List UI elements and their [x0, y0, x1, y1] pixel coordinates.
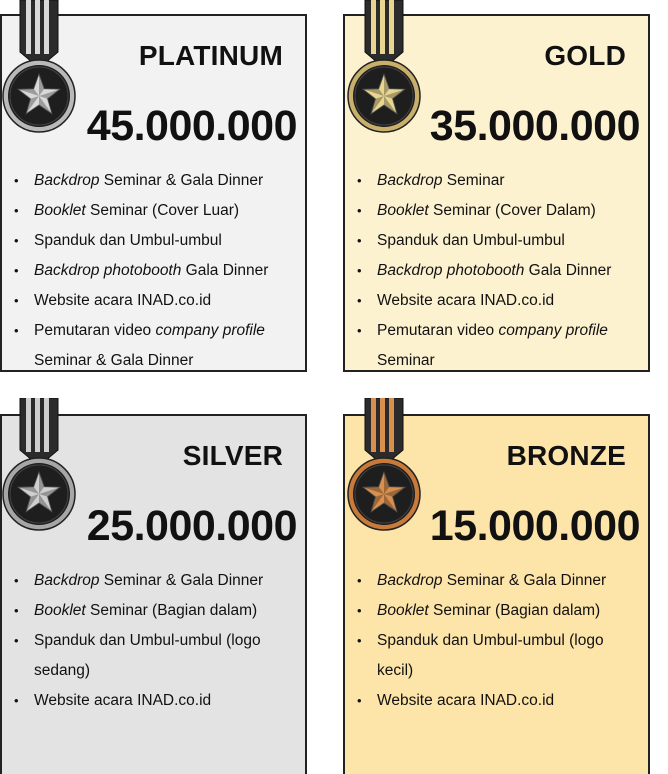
benefit-item	[355, 596, 642, 626]
benefit-item	[355, 566, 642, 596]
benefit-emphasis: company profile	[498, 322, 608, 339]
package-price: 45.000.000	[86, 102, 297, 150]
benefit-item	[12, 316, 299, 376]
benefit-text: Seminar & Gala Dinner	[99, 172, 264, 189]
benefit-text: Seminar (Cover Dalam)	[428, 202, 596, 219]
platinum-medal-icon	[0, 0, 78, 140]
benefit-list	[355, 166, 642, 376]
benefit-emphasis: Backdrop	[34, 172, 100, 189]
package-price: 35.000.000	[429, 102, 640, 150]
tier-title: PLATINUM	[138, 40, 283, 71]
benefit-emphasis: Booklet	[377, 202, 429, 219]
tier-title: SILVER	[182, 440, 283, 471]
benefit-text: Website acara INAD.co.id	[377, 692, 555, 709]
benefit-item	[355, 286, 642, 316]
benefit-text: Spanduk dan Umbul-umbul (logo sedang)	[34, 632, 261, 679]
benefit-emphasis: Backdrop	[377, 572, 443, 589]
benefit-item	[355, 196, 642, 226]
benefit-item	[355, 256, 642, 286]
benefit-text: Seminar & Gala Dinner	[442, 572, 607, 589]
benefit-item	[355, 166, 642, 196]
benefit-item	[12, 226, 299, 256]
benefit-text: Seminar (Cover Luar)	[85, 202, 240, 219]
benefit-text: Seminar (Bagian dalam)	[428, 602, 601, 619]
benefit-text: Spanduk dan Umbul-umbul (logo kecil)	[377, 632, 604, 679]
benefit-text: Website acara INAD.co.id	[34, 692, 212, 709]
benefit-emphasis: Backdrop photobooth	[377, 262, 525, 279]
benefit-emphasis: Backdrop	[377, 172, 443, 189]
benefit-text: Seminar & Gala Dinner	[99, 572, 264, 589]
benefit-text: Seminar (Bagian dalam)	[85, 602, 258, 619]
benefit-text: Seminar	[377, 352, 435, 369]
benefit-text: Pemutaran video	[34, 322, 156, 339]
silver-medal-icon	[0, 398, 78, 538]
benefit-item	[12, 166, 299, 196]
tier-title: BRONZE	[506, 440, 626, 471]
benefit-item	[12, 286, 299, 316]
benefit-item	[355, 226, 642, 256]
benefit-emphasis: Booklet	[34, 602, 86, 619]
benefit-list	[12, 166, 299, 376]
benefit-emphasis: Backdrop photobooth	[34, 262, 182, 279]
benefit-list	[12, 566, 299, 716]
benefit-item	[12, 626, 299, 686]
benefit-text: Gala Dinner	[524, 262, 612, 279]
benefit-item	[12, 596, 299, 626]
benefit-emphasis: Booklet	[34, 202, 86, 219]
benefit-emphasis: company profile	[155, 322, 265, 339]
benefit-text: Seminar & Gala Dinner	[34, 352, 194, 369]
package-price: 25.000.000	[86, 502, 297, 550]
benefit-item	[12, 196, 299, 226]
tier-title: GOLD	[544, 40, 626, 71]
benefit-list	[355, 566, 642, 716]
benefit-text: Website acara INAD.co.id	[377, 292, 555, 309]
benefit-item	[12, 566, 299, 596]
bronze-medal-icon	[345, 398, 423, 538]
benefit-text: Gala Dinner	[181, 262, 269, 279]
gold-medal-icon	[345, 0, 423, 140]
benefit-text: Pemutaran video	[377, 322, 499, 339]
benefit-item	[355, 626, 642, 686]
benefit-text: Spanduk dan Umbul-umbul	[34, 232, 222, 249]
package-price: 15.000.000	[429, 502, 640, 550]
benefit-emphasis: Booklet	[377, 602, 429, 619]
benefit-item	[12, 686, 299, 716]
benefit-text: Spanduk dan Umbul-umbul	[377, 232, 565, 249]
benefit-item	[355, 316, 642, 376]
benefit-item	[12, 256, 299, 286]
benefit-text: Website acara INAD.co.id	[34, 292, 212, 309]
benefit-text: Seminar	[442, 172, 505, 189]
benefit-item	[355, 686, 642, 716]
benefit-emphasis: Backdrop	[34, 572, 100, 589]
